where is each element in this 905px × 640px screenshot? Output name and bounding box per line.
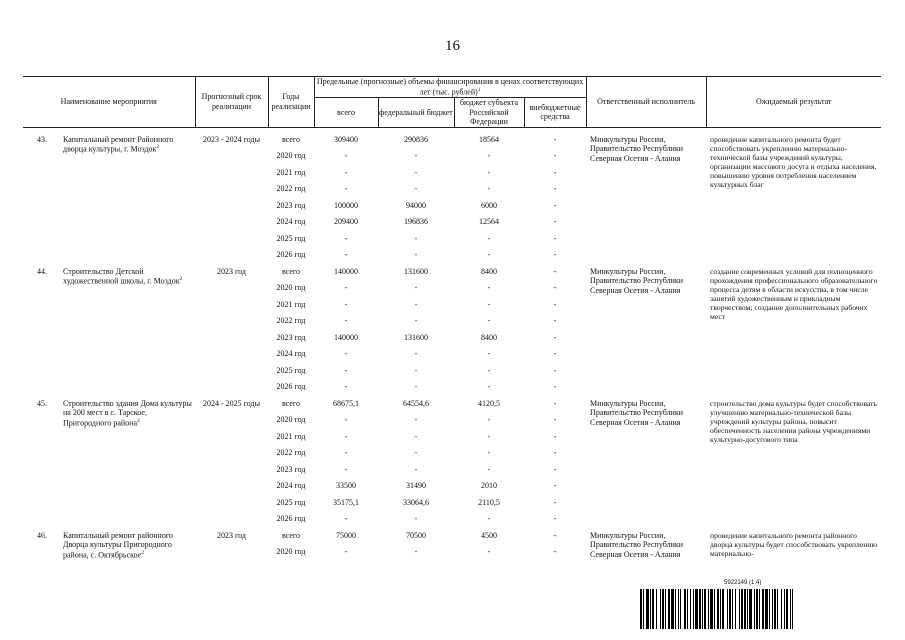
regional-cell: - [487, 299, 491, 309]
item-result: строительство дома культуры будет способствовать улучшению материально-технической базы учреждений культуры района, повысит обеспеченность населения района учреждениями культурно-досугового типа [710, 398, 877, 445]
federal-cell: - [414, 151, 418, 161]
federal-cell: - [414, 250, 418, 260]
regional-cell: - [487, 233, 491, 243]
regional-cell: - [487, 448, 491, 458]
regional-cell: 4120,5 [478, 398, 500, 408]
total-cell: - [344, 167, 348, 177]
item-result: создание современных условий для полноценного прохождения профессионального образовательного процесса детям в области искусства, в том числе занятий художественным и прикладным творчеством; создание дополнительных рабочих мест [710, 266, 878, 322]
federal-cell: 70500 [406, 530, 426, 540]
federal-cell: 64554,6 [403, 398, 429, 408]
offbudget-cell: - [553, 299, 557, 309]
federal-cell: 131600 [404, 266, 428, 276]
total-cell: 140000 [334, 332, 358, 342]
year-cell: 2020 год [276, 151, 306, 161]
total-cell: - [344, 415, 348, 425]
year-cell: 2026 год [276, 250, 306, 260]
offbudget-cell: - [553, 266, 557, 276]
federal-cell: 33064,6 [403, 497, 429, 507]
table-row [23, 134, 881, 151]
header-executor: Ответственный исполнитель [586, 77, 706, 128]
offbudget-cell: - [553, 217, 557, 227]
year-cell: 2025 год [276, 233, 306, 243]
federal-cell: - [414, 464, 418, 474]
federal-cell: 131600 [404, 332, 428, 342]
federal-cell: - [414, 184, 418, 194]
item-executor: Минкультуры России, Правительство Республики Северная Осетия - Алания [590, 266, 684, 296]
total-cell: 75000 [336, 530, 356, 540]
regional-cell: 8400 [481, 266, 497, 276]
offbudget-cell: - [553, 481, 557, 491]
item-executor: Минкультуры России, Правительство Республики Северная Осетия - Алания [590, 134, 684, 164]
offbudget-cell: - [553, 349, 557, 359]
funding-table [23, 76, 881, 563]
regional-cell: - [487, 382, 491, 392]
offbudget-cell: - [553, 448, 557, 458]
offbudget-cell: - [553, 464, 557, 474]
regional-cell: - [487, 514, 491, 524]
year-cell: 2021 год [276, 167, 306, 177]
item-number: 44. [37, 266, 47, 276]
year-cell: 2023 год [276, 332, 306, 342]
federal-cell: - [414, 514, 418, 524]
total-cell: 35175,1 [333, 497, 359, 507]
offbudget-cell: - [553, 151, 557, 161]
item-number: 46. [37, 530, 47, 540]
barcode-bars [640, 589, 880, 629]
federal-cell: - [414, 283, 418, 293]
federal-cell: - [414, 299, 418, 309]
regional-cell: 18564 [479, 134, 499, 144]
offbudget-cell: - [553, 167, 557, 177]
regional-cell: - [487, 283, 491, 293]
regional-cell: - [487, 415, 491, 425]
year-cell: 2022 год [276, 316, 306, 326]
header-name: Наименование мероприятия [23, 77, 195, 128]
year-cell: 2022 год [276, 448, 306, 458]
offbudget-cell: - [553, 415, 557, 425]
item-name-wrap [25, 399, 195, 428]
item-result: проведение капитального ремонта районного дворца культуры будет способствовать укреплению материально- [710, 530, 878, 559]
item-name-footnote: 2 [141, 550, 144, 557]
total-cell: - [344, 514, 348, 524]
item-name [63, 267, 195, 287]
offbudget-cell: - [553, 431, 557, 441]
year-cell: 2024 год [276, 349, 306, 359]
item-name-wrap [25, 135, 195, 155]
item-name-cell [23, 398, 195, 530]
item-name-footnote: 2 [179, 276, 183, 283]
item-name-text: Строительство здания Дома культуры на 200 мест в с. Тарское, Пригородного района [63, 398, 192, 428]
page-number: 16 [445, 38, 460, 54]
year-cell: 2021 год [276, 431, 306, 441]
offbudget-cell: - [553, 316, 557, 326]
offbudget-cell: - [553, 233, 557, 243]
regional-cell: 4500 [481, 530, 497, 540]
total-cell: 68675,1 [333, 398, 359, 408]
item-term: 2023 - 2024 годы [203, 134, 260, 144]
federal-cell: - [414, 316, 418, 326]
barcode-id: 5922149 (1.4) [724, 580, 762, 586]
federal-cell: - [414, 448, 418, 458]
total-cell: - [344, 299, 348, 309]
total-cell: - [344, 349, 348, 359]
year-cell: всего [281, 398, 300, 408]
total-cell: - [344, 184, 348, 194]
total-cell: - [344, 365, 348, 375]
year-cell: 2023 год [276, 464, 306, 474]
regional-cell: 2010 [481, 481, 497, 491]
offbudget-cell: - [553, 250, 557, 260]
regional-cell: - [487, 250, 491, 260]
offbudget-cell: - [553, 547, 557, 557]
item-result: проведение капитального ремонта будет способствовать укреплению материально-технической базы учреждений культуры, организации массового досуга и отдыха населения, повышению уровня потребления населением культурных благ [710, 134, 877, 190]
total-cell: - [344, 464, 348, 474]
header-funding [314, 77, 586, 98]
header-result: Ожидаемый результат [706, 77, 881, 128]
regional-cell: - [487, 167, 491, 177]
item-name-text: Строительство Детской художественной школы, г. Моздок [63, 266, 180, 287]
item-name-footnote: 2 [137, 418, 140, 425]
offbudget-cell: - [553, 365, 557, 375]
item-name-text: Капитальный ремонт районного Дворца культуры Пригородного района, с. Октябрьское [63, 530, 173, 560]
regional-cell: 6000 [481, 200, 497, 210]
regional-cell: - [487, 184, 491, 194]
offbudget-cell: - [553, 283, 557, 293]
header-funding-text: Предельные (прогнозные) объемы финансирования в ценах соответствующих лет (тыс. рублей) [316, 77, 584, 97]
federal-cell: - [414, 233, 418, 243]
item-name-wrap [25, 531, 195, 560]
table-body [23, 127, 881, 563]
item-term: 2023 год [217, 266, 246, 276]
total-cell: 100000 [334, 200, 358, 210]
offbudget-cell: - [553, 497, 557, 507]
header-years: Годы реализации [268, 77, 314, 128]
year-cell: всего [281, 266, 300, 276]
regional-cell: - [487, 349, 491, 359]
year-cell: 2026 год [276, 382, 306, 392]
header-total: всего [314, 97, 378, 127]
regional-cell: 2110,5 [478, 497, 500, 507]
barcode [640, 580, 880, 630]
federal-cell: 31490 [406, 481, 426, 491]
total-cell: 33500 [336, 481, 356, 491]
year-cell: 2024 год [276, 481, 306, 491]
table-row [23, 266, 881, 283]
federal-cell: 196836 [404, 217, 428, 227]
item-name [63, 399, 195, 428]
total-cell: 140000 [334, 266, 358, 276]
total-cell: - [344, 250, 348, 260]
regional-cell: 8400 [481, 332, 497, 342]
federal-cell: - [414, 382, 418, 392]
year-cell: 2025 год [276, 497, 306, 507]
item-name-cell [23, 134, 195, 266]
item-name-cell [23, 530, 195, 563]
item-name-wrap [25, 267, 195, 287]
offbudget-cell: - [553, 382, 557, 392]
total-cell: - [344, 431, 348, 441]
item-name-footnote: 2 [156, 144, 160, 151]
total-cell: - [344, 233, 348, 243]
offbudget-cell: - [553, 514, 557, 524]
total-cell: 209400 [334, 217, 358, 227]
header-offbudget: внебюджетные средства [524, 97, 586, 127]
federal-cell: 94000 [406, 200, 426, 210]
header-regional: бюджет субъекта Российской Федерации [454, 97, 524, 127]
total-cell: - [344, 448, 348, 458]
barcode-bar [793, 589, 796, 629]
offbudget-cell: - [553, 200, 557, 210]
federal-cell: - [414, 349, 418, 359]
offbudget-cell: - [553, 332, 557, 342]
year-cell: всего [281, 134, 300, 144]
year-cell: 2020 год [276, 547, 306, 557]
total-cell: 309400 [334, 134, 358, 144]
offbudget-cell: - [553, 530, 557, 540]
year-cell: 2025 год [276, 365, 306, 375]
item-term: 2023 год [217, 530, 246, 540]
federal-cell: - [414, 415, 418, 425]
item-number: 43. [37, 134, 47, 144]
item-name [63, 135, 195, 155]
total-cell: - [344, 382, 348, 392]
federal-cell: - [414, 365, 418, 375]
item-name [63, 531, 195, 560]
year-cell: 2024 год [276, 217, 306, 227]
total-cell: - [344, 283, 348, 293]
table-header [23, 77, 881, 128]
total-cell: - [344, 547, 348, 557]
year-cell: всего [281, 530, 300, 540]
year-cell: 2023 год [276, 200, 306, 210]
item-name-cell [23, 266, 195, 398]
offbudget-cell: - [553, 398, 557, 408]
regional-cell: - [487, 316, 491, 326]
federal-cell: - [414, 167, 418, 177]
header-federal: федеральный бюджет [378, 97, 454, 127]
header-term: Прогнозный срок реализации [195, 77, 268, 128]
regional-cell: 12564 [479, 217, 499, 227]
item-number: 45. [37, 398, 47, 408]
regional-cell: - [487, 547, 491, 557]
regional-cell: - [487, 151, 491, 161]
year-cell: 2021 год [276, 299, 306, 309]
offbudget-cell: - [553, 134, 557, 144]
federal-cell: - [414, 431, 418, 441]
total-cell: - [344, 316, 348, 326]
header-funding-footnote: 1 [477, 86, 481, 93]
year-cell: 2022 год [276, 184, 306, 194]
item-executor: Минкультуры России, Правительство Республики Северная Осетия - Алания [590, 398, 684, 428]
item-term: 2024 - 2025 годы [203, 398, 260, 408]
regional-cell: - [487, 365, 491, 375]
regional-cell: - [487, 464, 491, 474]
offbudget-cell: - [553, 184, 557, 194]
federal-cell: - [414, 547, 418, 557]
table-row [23, 530, 881, 547]
year-cell: 2026 год [276, 514, 306, 524]
item-executor: Минкультуры России, Правительство Республики Северная Осетия - Алания [590, 530, 684, 560]
total-cell: - [344, 151, 348, 161]
item-name-text: Капитальный ремонт Районного дворца культуры, г. Моздок [63, 134, 174, 155]
year-cell: 2020 год [276, 283, 306, 293]
regional-cell: - [487, 431, 491, 441]
year-cell: 2020 год [276, 415, 306, 425]
federal-cell: 290836 [404, 134, 428, 144]
table-row [23, 398, 881, 415]
